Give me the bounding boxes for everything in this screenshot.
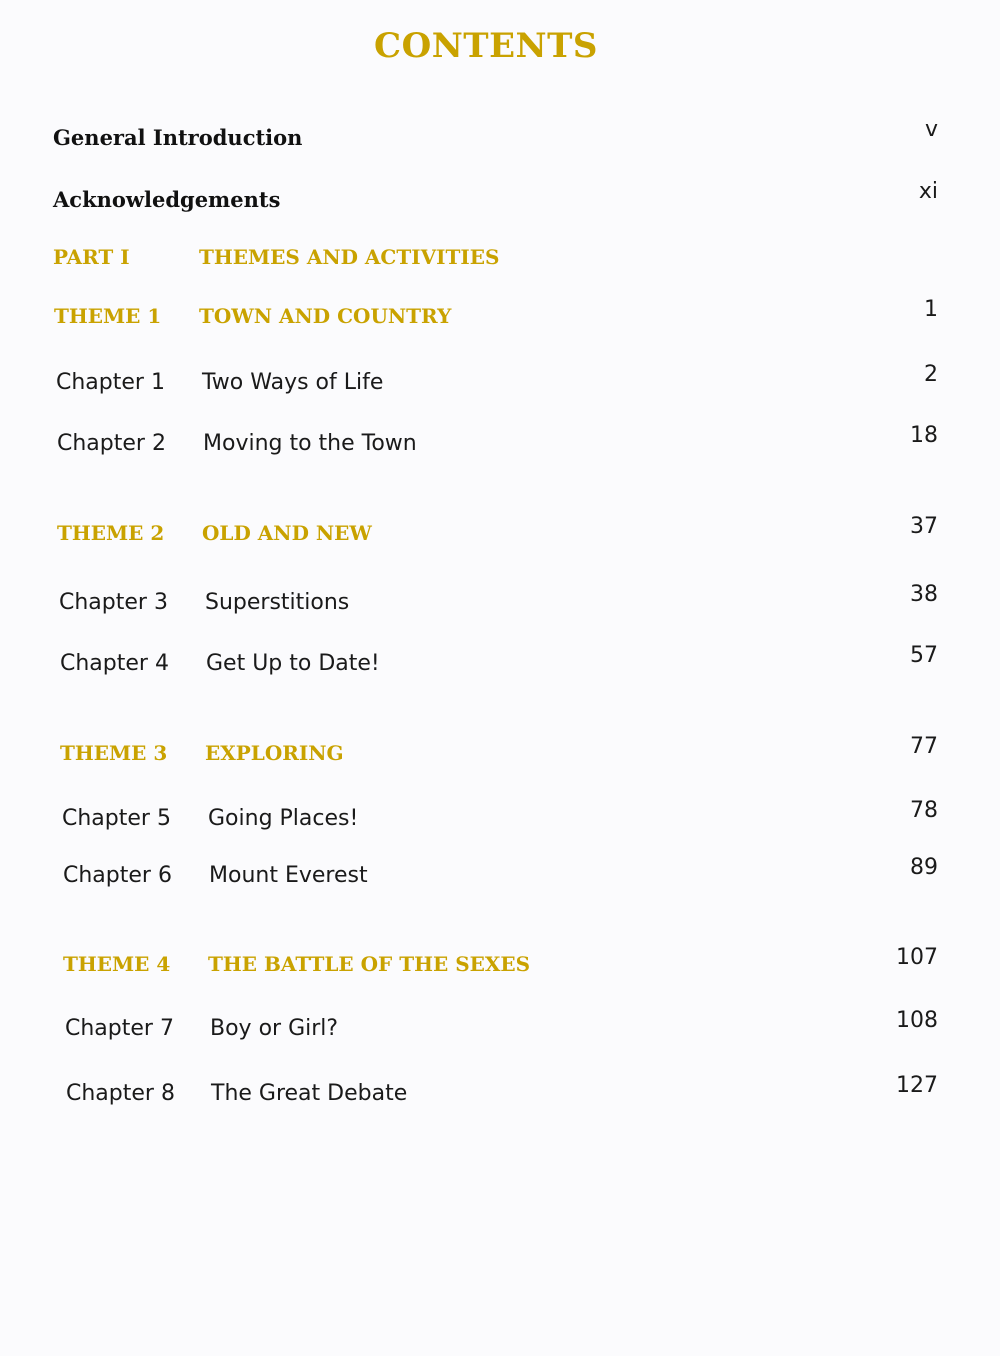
toc-entry-acknowledgements[interactable]: [0, 180, 1000, 220]
chapter-page: 57: [910, 643, 938, 668]
chapter-label: Chapter 4: [60, 651, 169, 676]
chapter-name: Superstitions: [205, 590, 350, 615]
theme-page: 37: [910, 514, 938, 539]
theme-name: THE BATTLE OF THE SEXES: [208, 952, 531, 976]
chapter-name: Get Up to Date!: [206, 651, 380, 676]
theme-page: 1: [924, 297, 938, 322]
entry-page: xi: [918, 179, 938, 204]
page-title: CONTENTS: [374, 26, 598, 66]
chapter-label: Chapter 5: [62, 806, 171, 831]
chapter-name: The Great Debate: [211, 1081, 408, 1106]
part-heading: [0, 237, 1000, 277]
part-name: THEMES AND ACTIVITIES: [199, 245, 500, 269]
chapter-name: Going Places!: [208, 806, 359, 831]
theme-label: THEME 4: [63, 952, 171, 976]
chapter-entry[interactable]: [0, 644, 1000, 684]
chapter-entry[interactable]: [0, 856, 1000, 896]
theme-name: EXPLORING: [205, 741, 344, 765]
chapter-page: 78: [910, 798, 938, 823]
entry-page: v: [924, 117, 938, 142]
theme-page: 107: [896, 945, 938, 970]
entry-name: General Introduction: [53, 125, 303, 150]
theme-page: 77: [910, 734, 938, 759]
chapter-label: Chapter 1: [56, 370, 165, 395]
theme-heading[interactable]: [0, 296, 1000, 336]
chapter-entry[interactable]: [0, 424, 1000, 464]
chapter-label: Chapter 2: [57, 431, 166, 456]
chapter-entry[interactable]: [0, 799, 1000, 839]
chapter-entry[interactable]: [0, 1009, 1000, 1049]
chapter-page: 127: [896, 1073, 938, 1098]
chapter-page: 38: [910, 582, 938, 607]
toc-entry-general-introduction[interactable]: [0, 118, 1000, 158]
chapter-label: Chapter 3: [59, 590, 168, 615]
chapter-name: Boy or Girl?: [210, 1016, 339, 1041]
theme-name: OLD AND NEW: [202, 521, 372, 545]
theme-heading[interactable]: [0, 513, 1000, 553]
chapter-page: 108: [896, 1008, 938, 1033]
chapter-page: 89: [910, 855, 938, 880]
theme-label: THEME 2: [57, 521, 165, 545]
chapter-label: Chapter 8: [66, 1081, 175, 1106]
entry-name: Acknowledgements: [53, 187, 281, 212]
chapter-page: 2: [924, 362, 938, 387]
chapter-entry[interactable]: [0, 583, 1000, 623]
theme-label: THEME 1: [54, 304, 162, 328]
theme-label: THEME 3: [60, 741, 168, 765]
chapter-name: Moving to the Town: [203, 431, 417, 456]
theme-heading[interactable]: [0, 944, 1000, 984]
chapter-label: Chapter 7: [65, 1016, 174, 1041]
chapter-entry[interactable]: [0, 363, 1000, 403]
chapter-entry[interactable]: [0, 1074, 1000, 1114]
theme-name: TOWN AND COUNTRY: [199, 304, 452, 328]
theme-heading[interactable]: [0, 733, 1000, 773]
chapter-name: Two Ways of Life: [202, 370, 384, 395]
chapter-page: 18: [910, 423, 938, 448]
part-label: PART I: [53, 245, 130, 269]
chapter-name: Mount Everest: [209, 863, 368, 888]
chapter-label: Chapter 6: [63, 863, 172, 888]
